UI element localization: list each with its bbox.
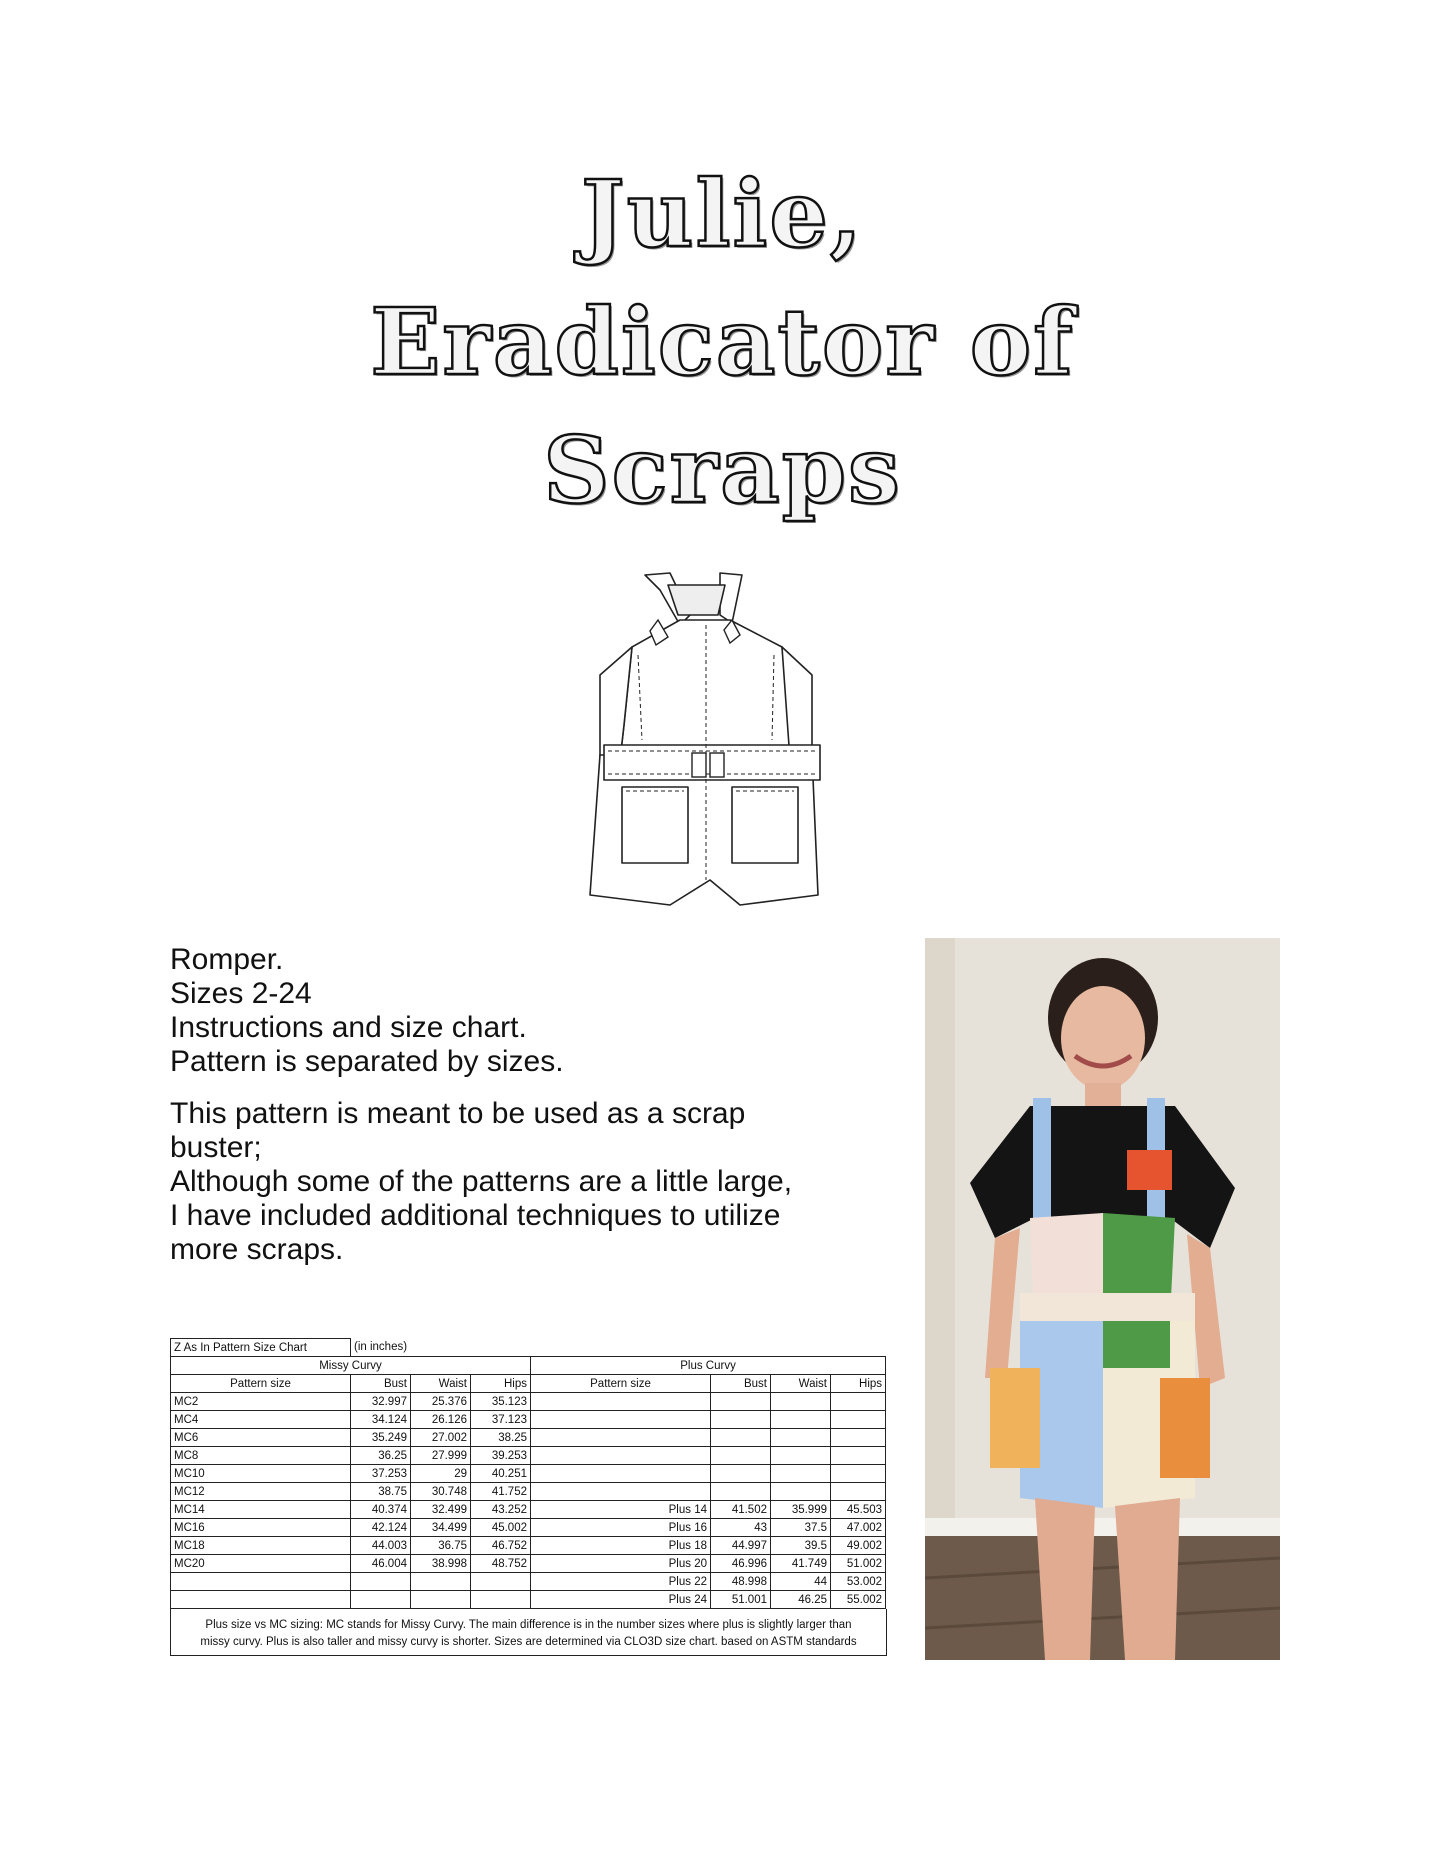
table-cell: 25.376 bbox=[411, 1393, 471, 1411]
table-cell bbox=[771, 1483, 831, 1501]
description-line: Romper. bbox=[170, 943, 284, 976]
table-cell: 37.123 bbox=[471, 1411, 531, 1429]
table-cell: 36.75 bbox=[411, 1537, 471, 1555]
table-cell bbox=[531, 1393, 711, 1411]
table-row bbox=[171, 1393, 886, 1411]
table-cell bbox=[531, 1447, 711, 1465]
table-cell: MC6 bbox=[171, 1429, 351, 1447]
table-cell: Plus 22 bbox=[531, 1573, 711, 1591]
table-cell bbox=[411, 1591, 471, 1609]
table-cell: 37.5 bbox=[771, 1519, 831, 1537]
column-header: Hips bbox=[831, 1375, 886, 1393]
table-cell bbox=[171, 1573, 351, 1591]
table-cell bbox=[531, 1411, 711, 1429]
table-cell bbox=[711, 1393, 771, 1411]
table-cell bbox=[471, 1573, 531, 1591]
description-line: Sizes 2-24 bbox=[170, 977, 312, 1010]
pattern-title bbox=[0, 150, 1445, 534]
column-header: Pattern size bbox=[531, 1375, 711, 1393]
table-cell: 35.999 bbox=[771, 1501, 831, 1519]
table-cell: MC10 bbox=[171, 1465, 351, 1483]
table-cell: 41.502 bbox=[711, 1501, 771, 1519]
table-cell: 38.998 bbox=[411, 1555, 471, 1573]
table-cell: 44 bbox=[771, 1573, 831, 1591]
chart-units: (in inches) bbox=[351, 1339, 886, 1357]
table-cell: MC16 bbox=[171, 1519, 351, 1537]
table-cell bbox=[411, 1573, 471, 1591]
table-cell: 38.75 bbox=[351, 1483, 411, 1501]
table-row bbox=[171, 1501, 886, 1519]
table-cell: 37.253 bbox=[351, 1465, 411, 1483]
column-header: Waist bbox=[411, 1375, 471, 1393]
group-heading-row bbox=[171, 1357, 886, 1375]
size-chart-table bbox=[170, 1338, 886, 1609]
model-photo bbox=[925, 938, 1280, 1660]
table-cell: 27.999 bbox=[411, 1447, 471, 1465]
romper-technical-sketch bbox=[560, 565, 900, 925]
description-line: Pattern is separated by sizes. bbox=[170, 1045, 564, 1078]
table-cell: 53.002 bbox=[831, 1573, 886, 1591]
table-row bbox=[171, 1447, 886, 1465]
table-cell: 45.002 bbox=[471, 1519, 531, 1537]
column-header: Bust bbox=[351, 1375, 411, 1393]
table-cell: 35.249 bbox=[351, 1429, 411, 1447]
table-cell: 32.997 bbox=[351, 1393, 411, 1411]
table-cell: 51.002 bbox=[831, 1555, 886, 1573]
table-cell bbox=[711, 1447, 771, 1465]
table-cell: 26.126 bbox=[411, 1411, 471, 1429]
table-cell: 38.25 bbox=[471, 1429, 531, 1447]
table-cell: 40.251 bbox=[471, 1465, 531, 1483]
table-cell: 47.002 bbox=[831, 1519, 886, 1537]
pattern-description bbox=[170, 943, 890, 1267]
table-cell: MC14 bbox=[171, 1501, 351, 1519]
table-cell: 48.998 bbox=[711, 1573, 771, 1591]
table-cell: MC18 bbox=[171, 1537, 351, 1555]
chart-title: Z As In Pattern Size Chart bbox=[171, 1339, 351, 1357]
table-cell: 39.253 bbox=[471, 1447, 531, 1465]
table-cell bbox=[471, 1591, 531, 1609]
table-cell: 55.002 bbox=[831, 1591, 886, 1609]
table-row bbox=[171, 1591, 886, 1609]
table-cell bbox=[771, 1411, 831, 1429]
table-cell bbox=[351, 1573, 411, 1591]
table-cell: 48.752 bbox=[471, 1555, 531, 1573]
table-cell bbox=[771, 1447, 831, 1465]
table-cell bbox=[771, 1465, 831, 1483]
table-cell bbox=[711, 1411, 771, 1429]
table-cell bbox=[711, 1483, 771, 1501]
description-line: Instructions and size chart. bbox=[170, 1011, 527, 1044]
paragraph-line: Although some of the patterns are a little large, bbox=[170, 1165, 793, 1198]
table-cell: Plus 16 bbox=[531, 1519, 711, 1537]
table-row bbox=[171, 1555, 886, 1573]
table-row bbox=[171, 1483, 886, 1501]
table-cell: 49.002 bbox=[831, 1537, 886, 1555]
table-cell: 34.499 bbox=[411, 1519, 471, 1537]
table-cell: 51.001 bbox=[711, 1591, 771, 1609]
size-chart-body bbox=[171, 1393, 886, 1609]
table-cell: 42.124 bbox=[351, 1519, 411, 1537]
table-cell bbox=[711, 1465, 771, 1483]
table-cell: 39.5 bbox=[771, 1537, 831, 1555]
plus-curvy-heading: Plus Curvy bbox=[531, 1357, 886, 1375]
table-row bbox=[171, 1465, 886, 1483]
table-row bbox=[171, 1411, 886, 1429]
table-row bbox=[171, 1519, 886, 1537]
paragraph-line: I have included additional techniques to utilize bbox=[170, 1199, 781, 1232]
column-header: Pattern size bbox=[171, 1375, 351, 1393]
chart-title-row bbox=[171, 1339, 886, 1357]
description-paragraph bbox=[170, 1097, 890, 1267]
table-cell bbox=[831, 1447, 886, 1465]
column-header: Hips bbox=[471, 1375, 531, 1393]
table-cell: 32.499 bbox=[411, 1501, 471, 1519]
table-cell: MC20 bbox=[171, 1555, 351, 1573]
title-line-1: Julie, bbox=[581, 160, 864, 268]
table-cell bbox=[831, 1429, 886, 1447]
table-cell: Plus 24 bbox=[531, 1591, 711, 1609]
table-row bbox=[171, 1537, 886, 1555]
column-header-row bbox=[171, 1375, 886, 1393]
table-cell: 41.752 bbox=[471, 1483, 531, 1501]
table-cell: 34.124 bbox=[351, 1411, 411, 1429]
column-header: Bust bbox=[711, 1375, 771, 1393]
table-cell: 29 bbox=[411, 1465, 471, 1483]
description-list bbox=[170, 943, 890, 1079]
table-cell: 45.503 bbox=[831, 1501, 886, 1519]
table-cell bbox=[531, 1429, 711, 1447]
table-cell: 44.997 bbox=[711, 1537, 771, 1555]
table-cell bbox=[531, 1483, 711, 1501]
title-line-2: Eradicator of bbox=[370, 288, 1075, 396]
table-cell bbox=[351, 1591, 411, 1609]
table-cell: MC4 bbox=[171, 1411, 351, 1429]
size-chart bbox=[170, 1338, 885, 1656]
table-cell: 46.996 bbox=[711, 1555, 771, 1573]
table-cell: 44.003 bbox=[351, 1537, 411, 1555]
table-cell: 43.252 bbox=[471, 1501, 531, 1519]
table-cell bbox=[711, 1429, 771, 1447]
table-row bbox=[171, 1429, 886, 1447]
title-line-3: Scraps bbox=[543, 416, 902, 524]
table-cell bbox=[771, 1393, 831, 1411]
column-header: Waist bbox=[771, 1375, 831, 1393]
table-cell bbox=[831, 1411, 886, 1429]
table-cell: Plus 20 bbox=[531, 1555, 711, 1573]
sizing-note-line: Plus size vs MC sizing: MC stands for Missy Curvy. The main difference is in the number sizes where plus is slightly larger than bbox=[205, 1619, 852, 1631]
table-cell: 46.25 bbox=[771, 1591, 831, 1609]
table-cell bbox=[831, 1483, 886, 1501]
table-cell: 27.002 bbox=[411, 1429, 471, 1447]
table-cell bbox=[831, 1465, 886, 1483]
paragraph-line: buster; bbox=[170, 1131, 262, 1164]
table-cell bbox=[831, 1393, 886, 1411]
missy-curvy-heading: Missy Curvy bbox=[171, 1357, 531, 1375]
paragraph-line: more scraps. bbox=[170, 1233, 344, 1266]
table-cell: 41.749 bbox=[771, 1555, 831, 1573]
table-cell bbox=[771, 1429, 831, 1447]
table-cell: 46.004 bbox=[351, 1555, 411, 1573]
table-cell: 30.748 bbox=[411, 1483, 471, 1501]
table-cell: MC8 bbox=[171, 1447, 351, 1465]
sizing-note bbox=[170, 1609, 887, 1656]
table-row bbox=[171, 1573, 886, 1591]
sizing-note-line: missy curvy. Plus is also taller and missy curvy is shorter. Sizes are determined via CLO3D size chart. based on ASTM standards bbox=[200, 1636, 857, 1648]
table-cell: Plus 14 bbox=[531, 1501, 711, 1519]
table-cell: Plus 18 bbox=[531, 1537, 711, 1555]
table-cell: 36.25 bbox=[351, 1447, 411, 1465]
table-cell: MC12 bbox=[171, 1483, 351, 1501]
table-cell bbox=[531, 1465, 711, 1483]
paragraph-line: This pattern is meant to be used as a scrap bbox=[170, 1097, 746, 1130]
table-cell: MC2 bbox=[171, 1393, 351, 1411]
table-cell: 46.752 bbox=[471, 1537, 531, 1555]
table-cell: 35.123 bbox=[471, 1393, 531, 1411]
table-cell: 43 bbox=[711, 1519, 771, 1537]
table-cell bbox=[171, 1591, 351, 1609]
table-cell: 40.374 bbox=[351, 1501, 411, 1519]
